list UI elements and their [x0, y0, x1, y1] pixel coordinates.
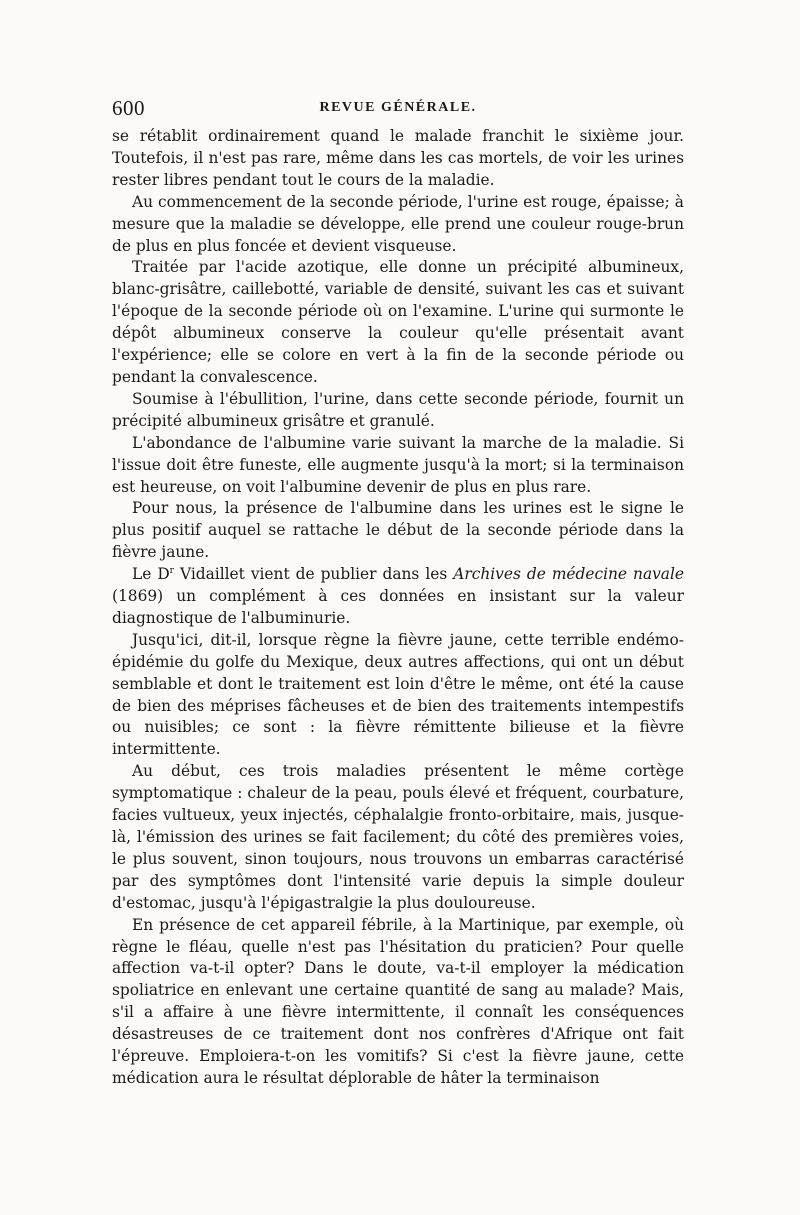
paragraph: Au début, ces trois maladies présentent le même cortège symptomatique : chaleur de la peau, pouls élevé et fréquent, courbature, facies vultueux, yeux injectés, céphalalgie fronto-orbitaire, mais, jusque-là, l'émission des urines se fait facilement; du côté des premières voies, le plus souvent, sinon toujours, nous trouvons un embarras caractérisé par des symptômes dont l'intensité varie depuis la simple douleur d'estomac, jusqu'à l'épigastralgie la plus douloureuse. — [112, 762, 684, 912]
paragraph: Soumise à l'ébullition, l'urine, dans cette seconde période, fournit un précipité albumineux grisâtre et granulé. — [112, 389, 684, 430]
paragraph: En présence de cet appareil fébrile, à la Martinique, par exemple, où règne le fléau, quelle n'est pas l'hésitation du praticien? Pour quelle affection va-t-il opter? Dans le doute, va-t-il employer la médication spoliatrice en enlevant une certaine quantité de sang au malade? Mais, s'il a affaire à une fièvre intermittente, il connaît les conséquences désastreuses de ce traitement dont nos confrères d'Afrique ont fait l'épreuve. Emploiera-t-on les vomitifs? Si c'est la fièvre jaune, cette médication aura le résultat déplorable de hâter la terminaison — [112, 915, 684, 1087]
paragraph-vidaillet — [112, 564, 684, 630]
paragraph: Traitée par l'acide azotique, elle donne un précipité albumineux, blanc-grisâtre, caillebotté, variable de densité, suivant les cas et suivant l'époque de la seconde période où on l'examine. L'urine qui surmonte le dépôt albumineux conserve la couleur qu'elle présentait avant l'expérience; elle se colore en vert à la fin de la seconde période ou pendant la convalescence. — [112, 258, 684, 386]
doctor-abbreviation-superscript: r — [169, 566, 174, 576]
page-header — [112, 92, 684, 126]
paragraph-text-middle: Vidaillet vient de publier dans les — [173, 565, 454, 584]
paragraph: se rétablit ordinairement quand le malade franchit le sixième jour. Toutefois, il n'est pas rare, même dans les cas mortels, de voir les urines rester libres pendant tout le cours de la maladie. — [112, 127, 684, 189]
journal-title: Archives de médecine navale — [453, 565, 685, 584]
running-title: REVUE GÉNÉRALE. — [319, 100, 477, 115]
page-number: 600 — [112, 96, 145, 120]
paragraph: Jusqu'ici, dit-il, lorsque règne la fièvre jaune, cette terrible endémo-épidémie du golfe du Mexique, deux autres affections, qui ont un début semblable et dont le traitement est loin d'être le même, ont été la cause de bien des méprises fâcheuses et de bien des traitements intempestifs ou nuisibles; ce sont : la fièvre rémittente bilieuse et la fièvre intermittente. — [112, 630, 684, 759]
paragraph: Au commencement de la seconde période, l'urine est rouge, épaisse; à mesure que la maladie se développe, elle prend une couleur rouge-brun de plus en plus foncée et devient visqueuse. — [112, 192, 684, 255]
paragraph: Pour nous, la présence de l'albumine dans les urines est le signe le plus positif auquel se rattache le début de la seconde période dans la fièvre jaune. — [112, 499, 684, 562]
paragraph: L'abondance de l'albumine varie suivant la marche de la maladie. Si l'issue doit être funeste, elle augmente jusqu'à la mort; si la terminaison est heureuse, on voit l'albumine devenir de plus en plus rare. — [112, 433, 684, 496]
paragraph-text-before: Le D — [132, 565, 170, 584]
body-text — [112, 126, 684, 1090]
paragraph-text-after: (1869) un complément à ces données en insistant sur la valeur diagnostique de l'albuminurie. — [112, 587, 684, 627]
document-page — [112, 92, 684, 1090]
